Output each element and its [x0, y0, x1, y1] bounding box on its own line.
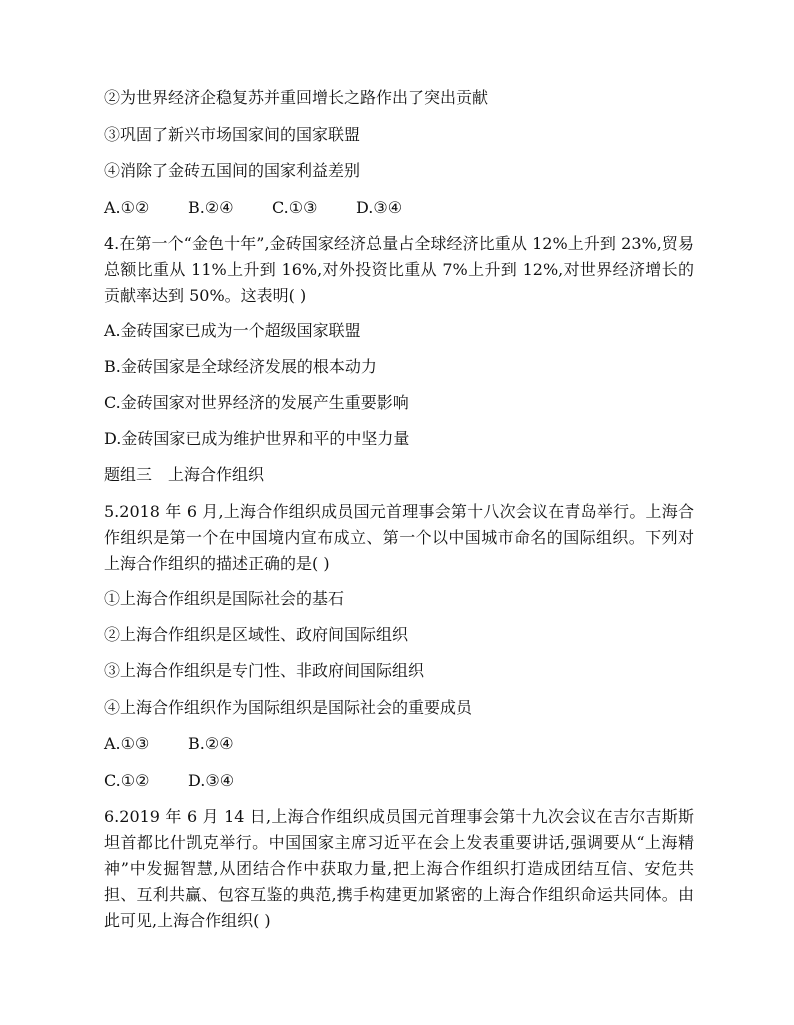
q5-options-row2 [104, 768, 234, 794]
q4-stem: 4.在第一个“金色十年”,金砖国家经济总量占全球经济比重从 12%上升到 23%,贸易总额比重从 11%上升到 16%,对外投资比重从 7%上升到 12%,对世界经济增长的贡献率达到 50%。这表明( ) [104, 234, 694, 305]
q3-item-3: ③巩固了新兴市场国家间的国家联盟 [104, 125, 361, 144]
q6-stem: 6.2019 年 6 月 14 日,上海合作组织成员国元首理事会第十九次会议在吉尔吉斯斯坦首都比什凯克举行。中国国家主席习近平在会上发表重要讲话,强调要从“上海精神”中发掘智慧,从团结合作中获取力量,把上海合作组织打造成团结互信、安危共担、互利共赢、包容互鉴的典范,携手构建更加紧密的上海合作组织命运共同体。由此可见,上海合作组织( ) [104, 807, 694, 930]
q5-options-row1 [104, 731, 234, 757]
q4-option-d[interactable]: D.金砖国家已成为维护世界和平的中坚力量 [104, 429, 410, 448]
q3-option-a[interactable]: A.①② [104, 198, 150, 217]
q3-options [104, 195, 402, 221]
q5-option-d[interactable]: D.③④ [188, 771, 235, 790]
q4-option-a[interactable]: A.金砖国家已成为一个超级国家联盟 [104, 321, 361, 340]
q5-item-2: ②上海合作组织是区域性、政府间国际组织 [104, 625, 409, 644]
q3-option-d[interactable]: D.③④ [356, 198, 403, 217]
q5-item-3: ③上海合作组织是专门性、非政府间国际组织 [104, 661, 425, 680]
q5-option-a[interactable]: A.①③ [104, 734, 150, 753]
q3-option-b[interactable]: B.②④ [188, 198, 234, 217]
q5-stem: 5.2018 年 6 月,上海合作组织成员国元首理事会第十八次会议在青岛举行。上海合作组织是第一个在中国境内宣布成立、第一个以中国城市命名的国际组织。下列对上海合作组织的描述正确的是( ) [104, 502, 694, 573]
q5-item-4: ④上海合作组织作为国际组织是国际社会的重要成员 [104, 698, 473, 717]
q5-item-1: ①上海合作组织是国际社会的基石 [104, 589, 345, 608]
q5-option-b[interactable]: B.②④ [188, 734, 234, 753]
section-title: 题组三 上海合作组织 [104, 465, 265, 484]
q5-option-c[interactable]: C.①② [104, 771, 150, 790]
q3-item-2: ②为世界经济企稳复苏并重回增长之路作出了突出贡献 [104, 88, 489, 107]
q4-option-c[interactable]: C.金砖国家对世界经济的发展产生重要影响 [104, 393, 409, 412]
q3-option-c[interactable]: C.①③ [272, 198, 318, 217]
q4-option-b[interactable]: B.金砖国家是全球经济发展的根本动力 [104, 357, 377, 376]
q3-item-4: ④消除了金砖五国间的国家利益差别 [104, 161, 361, 180]
